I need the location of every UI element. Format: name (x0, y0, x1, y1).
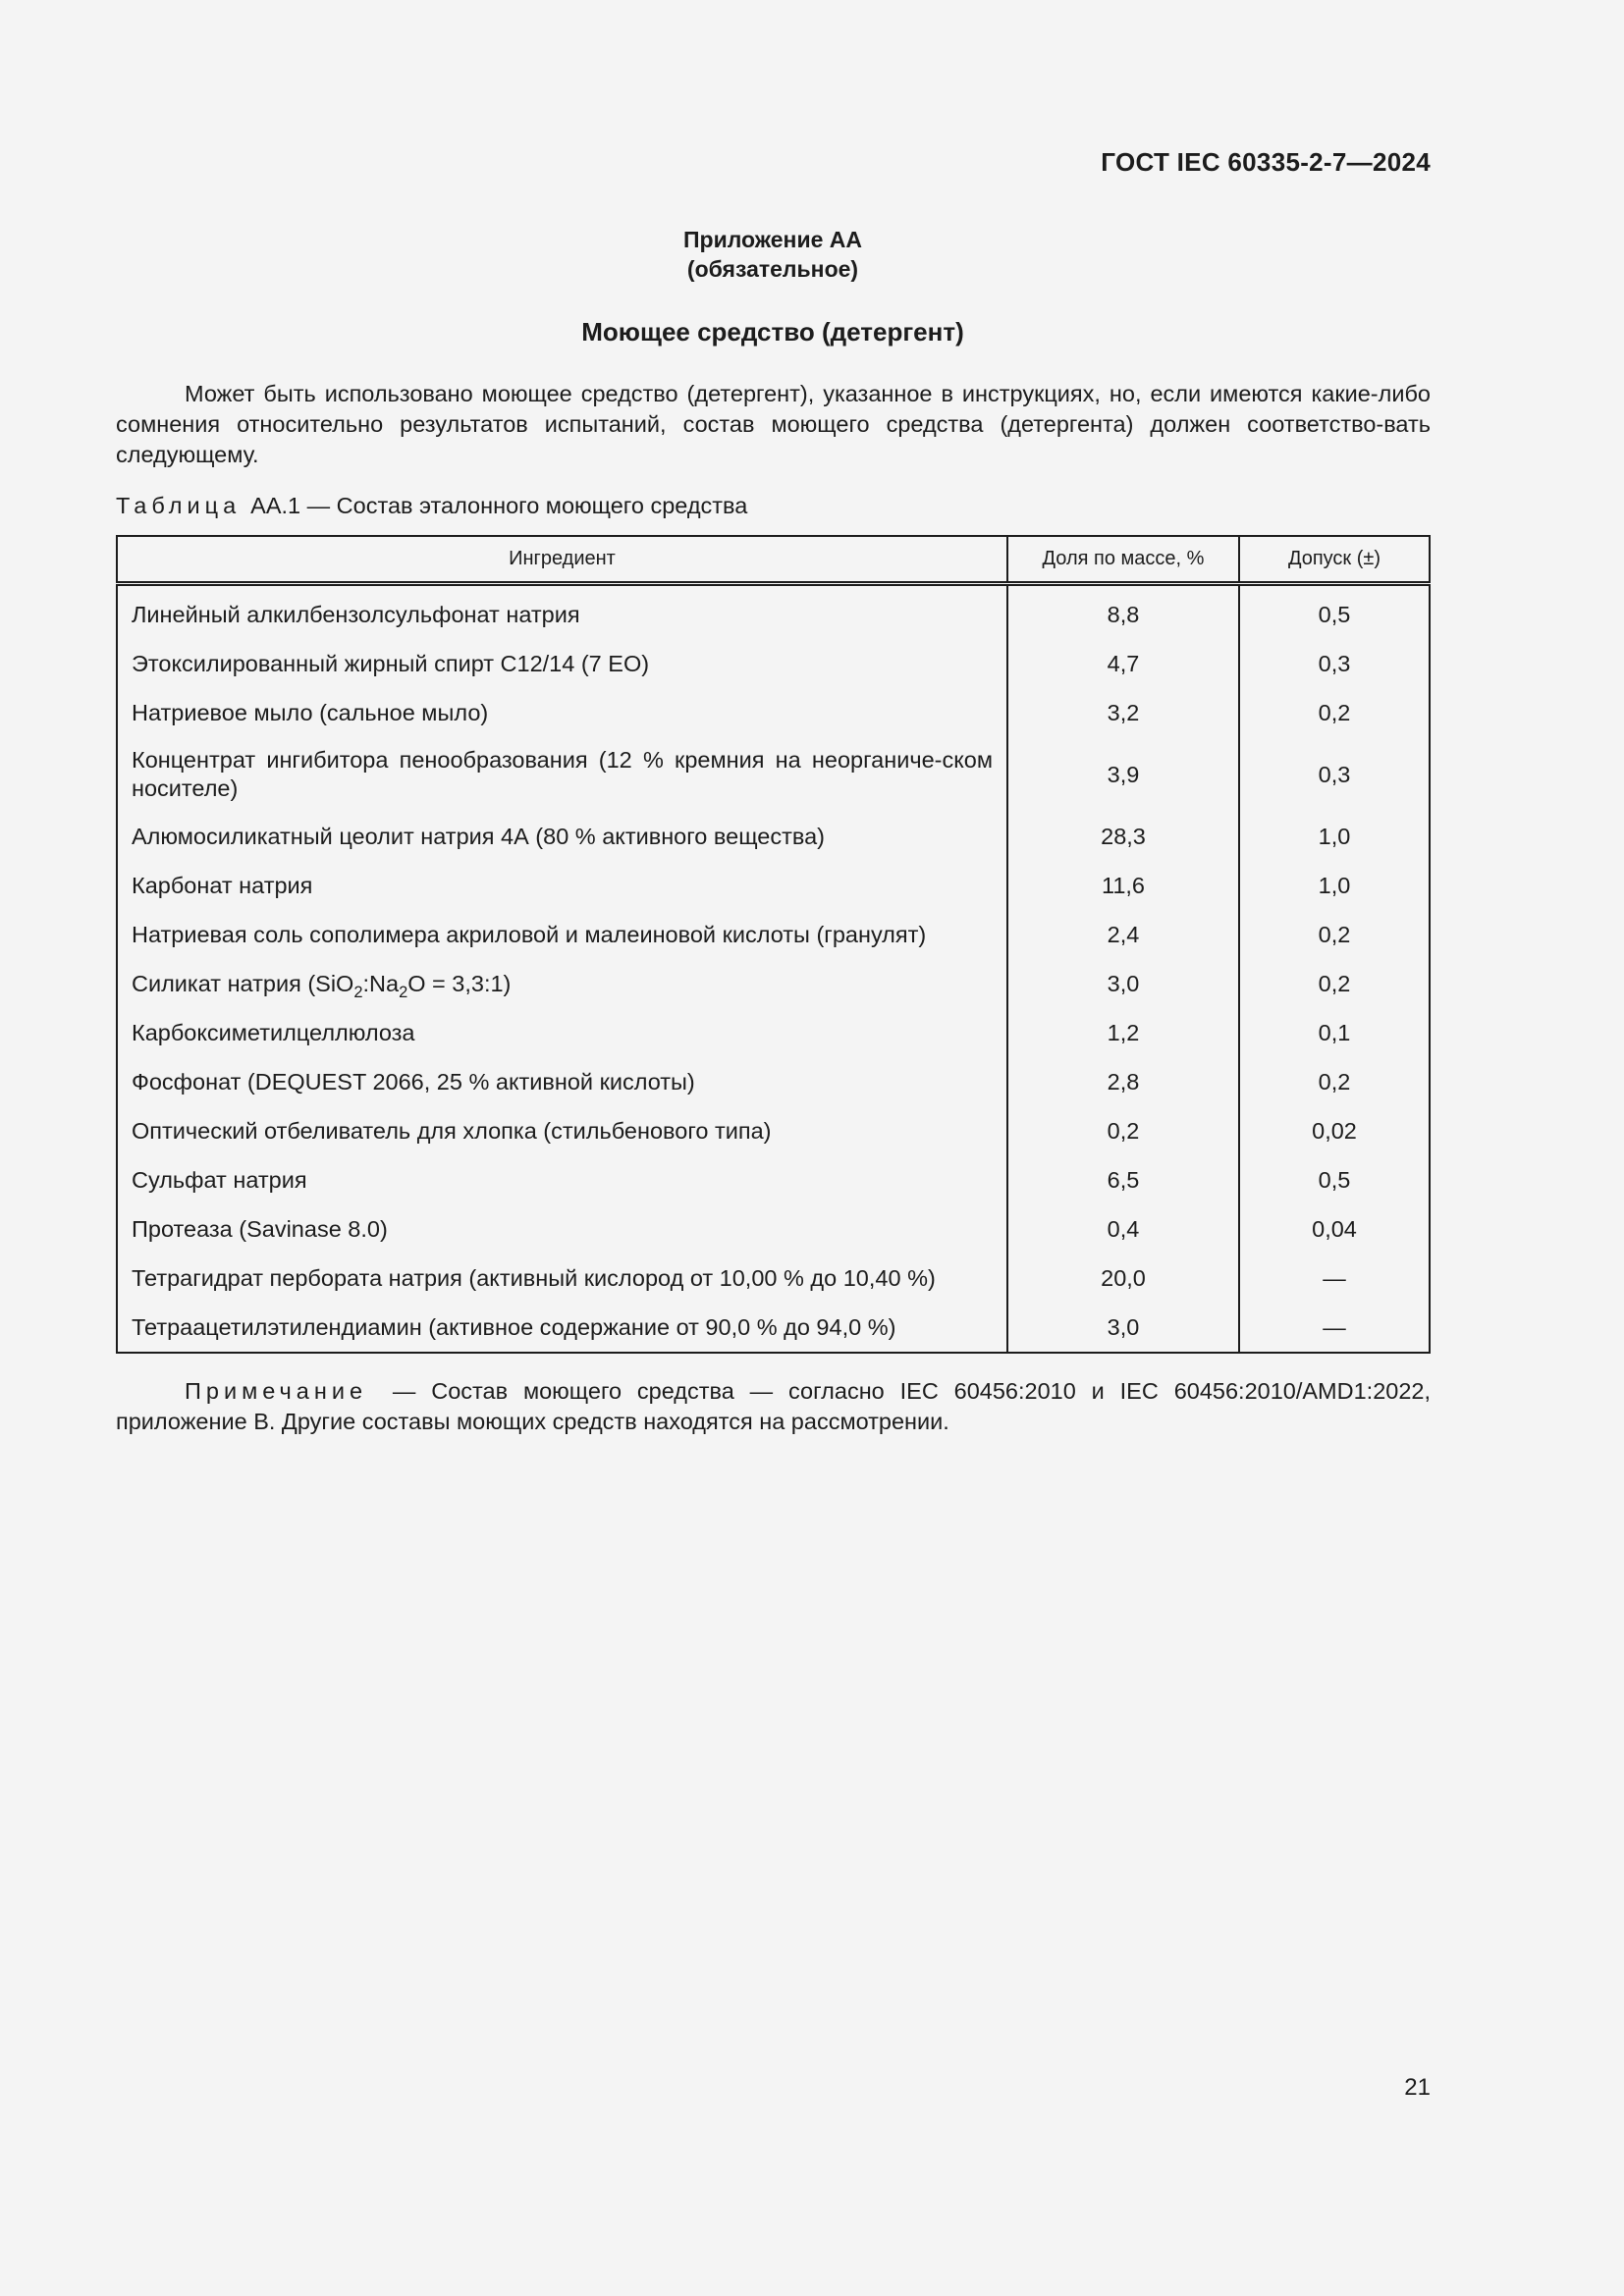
table-row (117, 1303, 1430, 1353)
ingredient-cell: Протеаза (Savinase 8.0) (117, 1204, 1007, 1254)
ingredient-cell: Этоксилированный жирный спирт С12/14 (7 ЕО) (117, 639, 1007, 688)
mass-cell: 3,0 (1007, 1303, 1239, 1353)
table-row (117, 1008, 1430, 1057)
annex-heading (0, 225, 1545, 284)
mass-cell: 6,5 (1007, 1155, 1239, 1204)
ingredient-cell: Сульфат натрия (117, 1155, 1007, 1204)
table-row (117, 1057, 1430, 1106)
table-row (117, 910, 1430, 959)
ingredient-prefix: Силикат натрия (SiO (132, 970, 354, 996)
tolerance-cell: 0,3 (1239, 639, 1430, 688)
mass-cell: 1,2 (1007, 1008, 1239, 1057)
ingredient-cell: Тетрагидрат пербората натрия (активный кислород от 10,00 % до 10,40 %) (117, 1254, 1007, 1303)
ingredient-cell: Линейный алкилбензолсульфонат натрия (117, 584, 1007, 640)
note-label: Примечание (185, 1378, 368, 1404)
tolerance-cell: 0,04 (1239, 1204, 1430, 1254)
mass-cell: 0,4 (1007, 1204, 1239, 1254)
section-title: Моющее средство (детергент) (581, 317, 964, 347)
tolerance-cell: — (1239, 1254, 1430, 1303)
ingredient-cell: Натриевое мыло (сальное мыло) (117, 688, 1007, 737)
ingredient-cell: Карбонат натрия (117, 861, 1007, 910)
tolerance-cell: 1,0 (1239, 861, 1430, 910)
tolerance-cell: 0,1 (1239, 1008, 1430, 1057)
mass-cell: 20,0 (1007, 1254, 1239, 1303)
ingredient-cell: Алюмосиликатный цеолит натрия 4А (80 % активного вещества) (117, 812, 1007, 861)
mass-cell: 2,4 (1007, 910, 1239, 959)
mass-cell: 4,7 (1007, 639, 1239, 688)
ingredient-cell: Карбоксиметилцеллюлоза (117, 1008, 1007, 1057)
tolerance-cell: 0,5 (1239, 584, 1430, 640)
table-row (117, 959, 1430, 1008)
note-paragraph (116, 1376, 1431, 1437)
mass-cell: 2,8 (1007, 1057, 1239, 1106)
ingredient-mid: :Na (362, 970, 400, 996)
table-caption (116, 493, 747, 519)
table-row (117, 737, 1430, 812)
table-row (117, 1204, 1430, 1254)
subscript: 2 (353, 983, 363, 1001)
document-number: ГОСТ IEC 60335-2-7—2024 (1101, 147, 1431, 177)
mass-cell: 3,9 (1007, 737, 1239, 812)
page-number: 21 (1404, 2074, 1431, 2101)
subscript: 2 (399, 983, 408, 1001)
table-row (117, 688, 1430, 737)
table-header-row (117, 536, 1430, 584)
mass-cell: 11,6 (1007, 861, 1239, 910)
mass-cell: 8,8 (1007, 584, 1239, 640)
tolerance-cell: 0,02 (1239, 1106, 1430, 1155)
ingredient-cell: Концентрат ингибитора пенообразования (12 % кремния на неорганиче-ском носителе) (117, 737, 1007, 812)
table-caption-text: АА.1 — Состав эталонного моющего средства (250, 493, 748, 518)
ingredient-suffix: O = 3,3:1) (407, 970, 512, 996)
tolerance-cell: — (1239, 1303, 1430, 1353)
tolerance-cell: 1,0 (1239, 812, 1430, 861)
annex-title: Приложение АА (682, 227, 862, 252)
tolerance-cell: 0,2 (1239, 1057, 1430, 1106)
header-mass-fraction: Доля по массе, % (1007, 536, 1239, 584)
header-ingredient: Ингредиент (117, 536, 1007, 584)
table-row (117, 1155, 1430, 1204)
table-row (117, 812, 1430, 861)
table-row (117, 1106, 1430, 1155)
annex-status: (обязательное) (686, 256, 859, 282)
ingredient-cell: Тетраацетилэтилендиамин (активное содержание от 90,0 % до 94,0 %) (117, 1303, 1007, 1353)
intro-paragraph: Может быть использовано моющее средство (детергент), указанное в инструкциях, но, если имеются какие-либо сомнения относительно результатов испытаний, состав моющего средства (детергента) должен соответство-вать следующему. (116, 381, 1431, 467)
composition-table (116, 535, 1431, 1354)
mass-cell: 3,2 (1007, 688, 1239, 737)
table-row (117, 639, 1430, 688)
mass-cell: 28,3 (1007, 812, 1239, 861)
table-row (117, 861, 1430, 910)
tolerance-cell: 0,3 (1239, 737, 1430, 812)
tolerance-cell: 0,2 (1239, 910, 1430, 959)
ingredient-cell (117, 959, 1007, 1008)
table-row (117, 584, 1430, 640)
note-text: — Состав моющего средства — согласно IEC 60456:2010 и IEC 60456:2010/AMD1:2022, приложение В. Другие составы моющих средств находятся на рассмотрении. (116, 1378, 1431, 1434)
tolerance-cell: 0,2 (1239, 959, 1430, 1008)
tolerance-cell: 0,2 (1239, 688, 1430, 737)
tolerance-cell: 0,5 (1239, 1155, 1430, 1204)
table-row (117, 1254, 1430, 1303)
mass-cell: 0,2 (1007, 1106, 1239, 1155)
ingredient-cell: Оптический отбеливатель для хлопка (стильбенового типа) (117, 1106, 1007, 1155)
mass-cell: 3,0 (1007, 959, 1239, 1008)
header-tolerance: Допуск (±) (1239, 536, 1430, 584)
table-caption-label: Таблица (116, 493, 242, 518)
ingredient-cell: Фосфонат (DEQUEST 2066, 25 % активной кислоты) (117, 1057, 1007, 1106)
ingredient-cell: Натриевая соль сополимера акриловой и малеиновой кислоты (гранулят) (117, 910, 1007, 959)
